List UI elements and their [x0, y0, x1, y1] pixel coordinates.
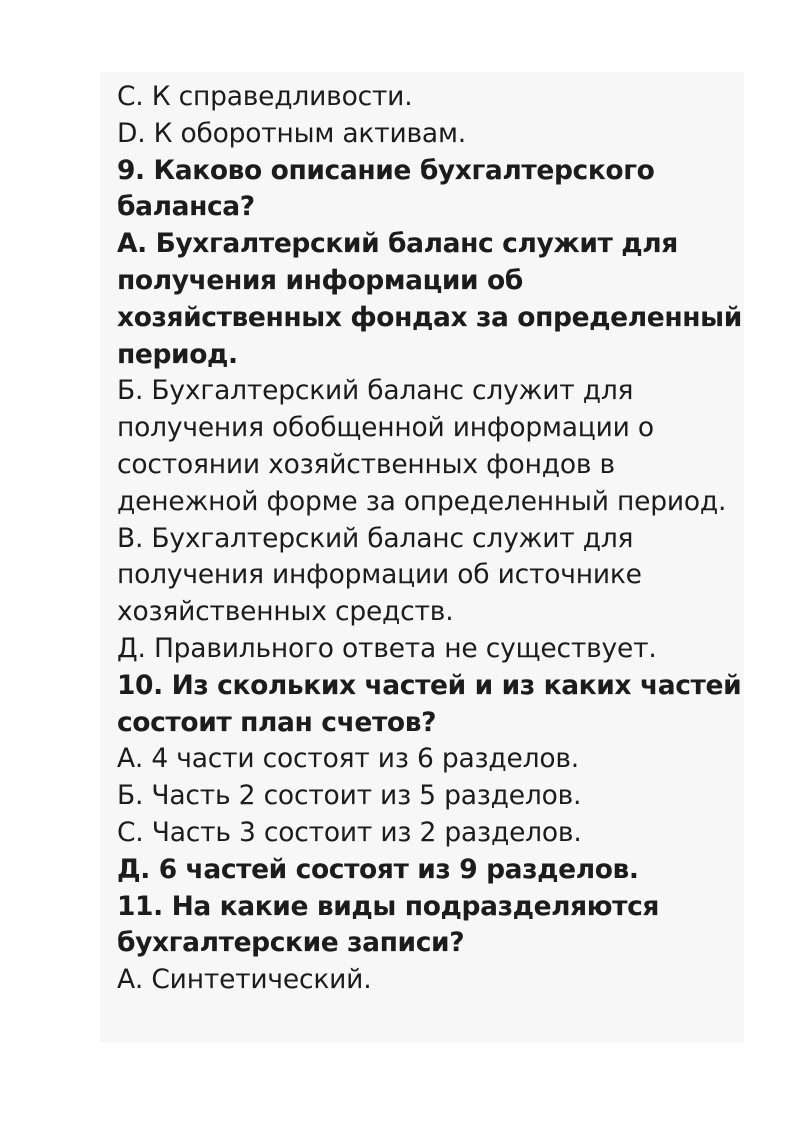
- answer-10a-line: А. 4 части состоят из 6 разделов.: [117, 743, 580, 775]
- question-11-line-2: бухгалтерские записи?: [117, 927, 465, 959]
- option-d-line: D. К оборотным активам.: [117, 117, 466, 149]
- answer-11a-line: А. Синтетический.: [117, 964, 372, 996]
- answer-9v-line-3: хозяйственных средств.: [117, 596, 454, 628]
- answer-9v-line-2: получения информации об источнике: [117, 559, 642, 591]
- question-10-line-2: состоит план счетов?: [117, 706, 437, 738]
- question-9-line-2: баланса?: [117, 191, 255, 223]
- answer-9a-line-1: А. Бухгалтерский баланс служит для: [117, 228, 678, 260]
- question-10-line-1: 10. Из скольких частей и из каких частей: [117, 669, 742, 701]
- answer-9b-line-2: получения обобщенной информации о: [117, 412, 654, 444]
- answer-10c-line: С. Часть 3 состоит из 2 разделов.: [117, 816, 582, 848]
- document-text: [117, 79, 757, 999]
- answer-9a-line-4: период.: [117, 338, 238, 370]
- answer-9a-line-3: хозяйственных фондах за определенный: [117, 301, 742, 333]
- answer-9b-line-4: денежной форме за определенный период.: [117, 485, 727, 517]
- answer-10d-line: Д. 6 частей состоят из 9 разделов.: [117, 853, 639, 885]
- answer-10b-line: Б. Часть 2 состоит из 5 разделов.: [117, 780, 582, 812]
- answer-9v-line-1: В. Бухгалтерский баланс служит для: [117, 522, 634, 554]
- answer-9b-line-3: состоянии хозяйственных фондов в: [117, 448, 615, 480]
- answer-9a-line-2: получения информации об: [117, 264, 523, 296]
- answer-9b-line-1: Б. Бухгалтерский баланс служит для: [117, 375, 634, 407]
- answer-9d-line: Д. Правильного ответа не существует.: [117, 632, 657, 664]
- question-9-line-1: 9. Каково описание бухгалтерского: [117, 154, 655, 186]
- question-11-line-1: 11. На какие виды подразделяются: [117, 890, 660, 922]
- option-c-line: C. К справедливости.: [117, 81, 413, 112]
